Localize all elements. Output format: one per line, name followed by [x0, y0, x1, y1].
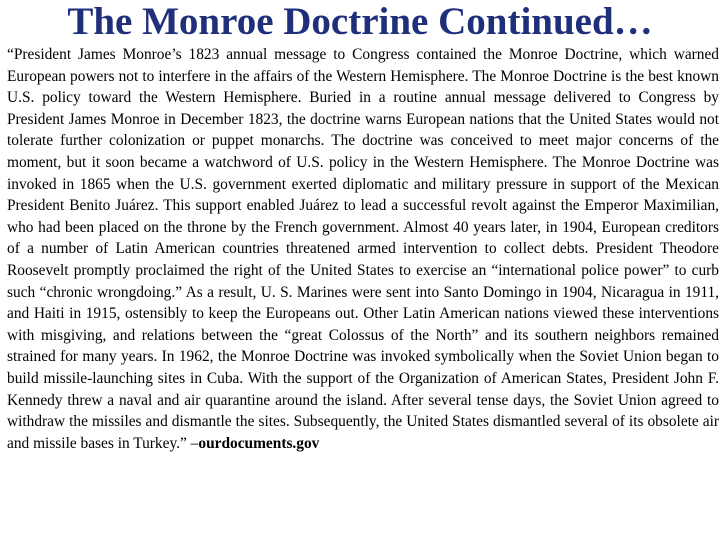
quote-text: “President James Monroe’s 1823 annual message to Congress contained the Monroe Doctrine, which warned European powers not to interfere in the affairs of the Western Hemisphere. The Monroe Doctrine is the best known U.S. policy toward the Western Hemisphere. Buried in a routine annual message delivered to Congress by President James Monroe in December 1823, the doctrine warns European nations that the United States would not tolerate further colonization or puppet monarchs. The doctrine was conceived to meet major concerns of the moment, but it soon became a watchword of U.S. policy in the Western Hemisphere. The Monroe Doctrine was invoked in 1865 when the U.S. government exerted diplomatic and military pressure in support of the Mexican President Benito Juárez. This support enabled Juárez to lead a successful revolt against the Emperor Maximilian, who had been placed on the throne by the French government. Almost 40 years later, in 1904, European creditors of a number of Latin American countries threatened armed intervention to collect debts. President Theodore Roosevelt promptly proclaimed the right of the United States to exercise an “international police power” to curb such “chronic wrongdoing.” As a result, U. S. Marines were sent into Santo Domingo in 1904, Nicaragua in 1911, and Haiti in 1915, ostensibly to keep the Europeans out. Other Latin American nations viewed these interventions with misgiving, and relations between the “great Colossus of the North” and its southern neighbors remained strained for many years. In 1962, the Monroe Doctrine was invoked symbolically when the Soviet Union began to build missile-launching sites in Cuba. With the support of the Organization of American States, President John F. Kennedy threw a naval and air quarantine around the island. After several tense days, the Soviet Union agreed to withdraw the missiles and dismantle the sites. Subsequently, the United States dismantled several of its obsolete air and missile bases in Turkey.” – — [7, 46, 719, 452]
source-citation: ourdocuments.gov — [198, 434, 320, 452]
quote-paragraph — [7, 44, 719, 454]
slide-title: The Monroe Doctrine Continued… — [67, 0, 653, 43]
